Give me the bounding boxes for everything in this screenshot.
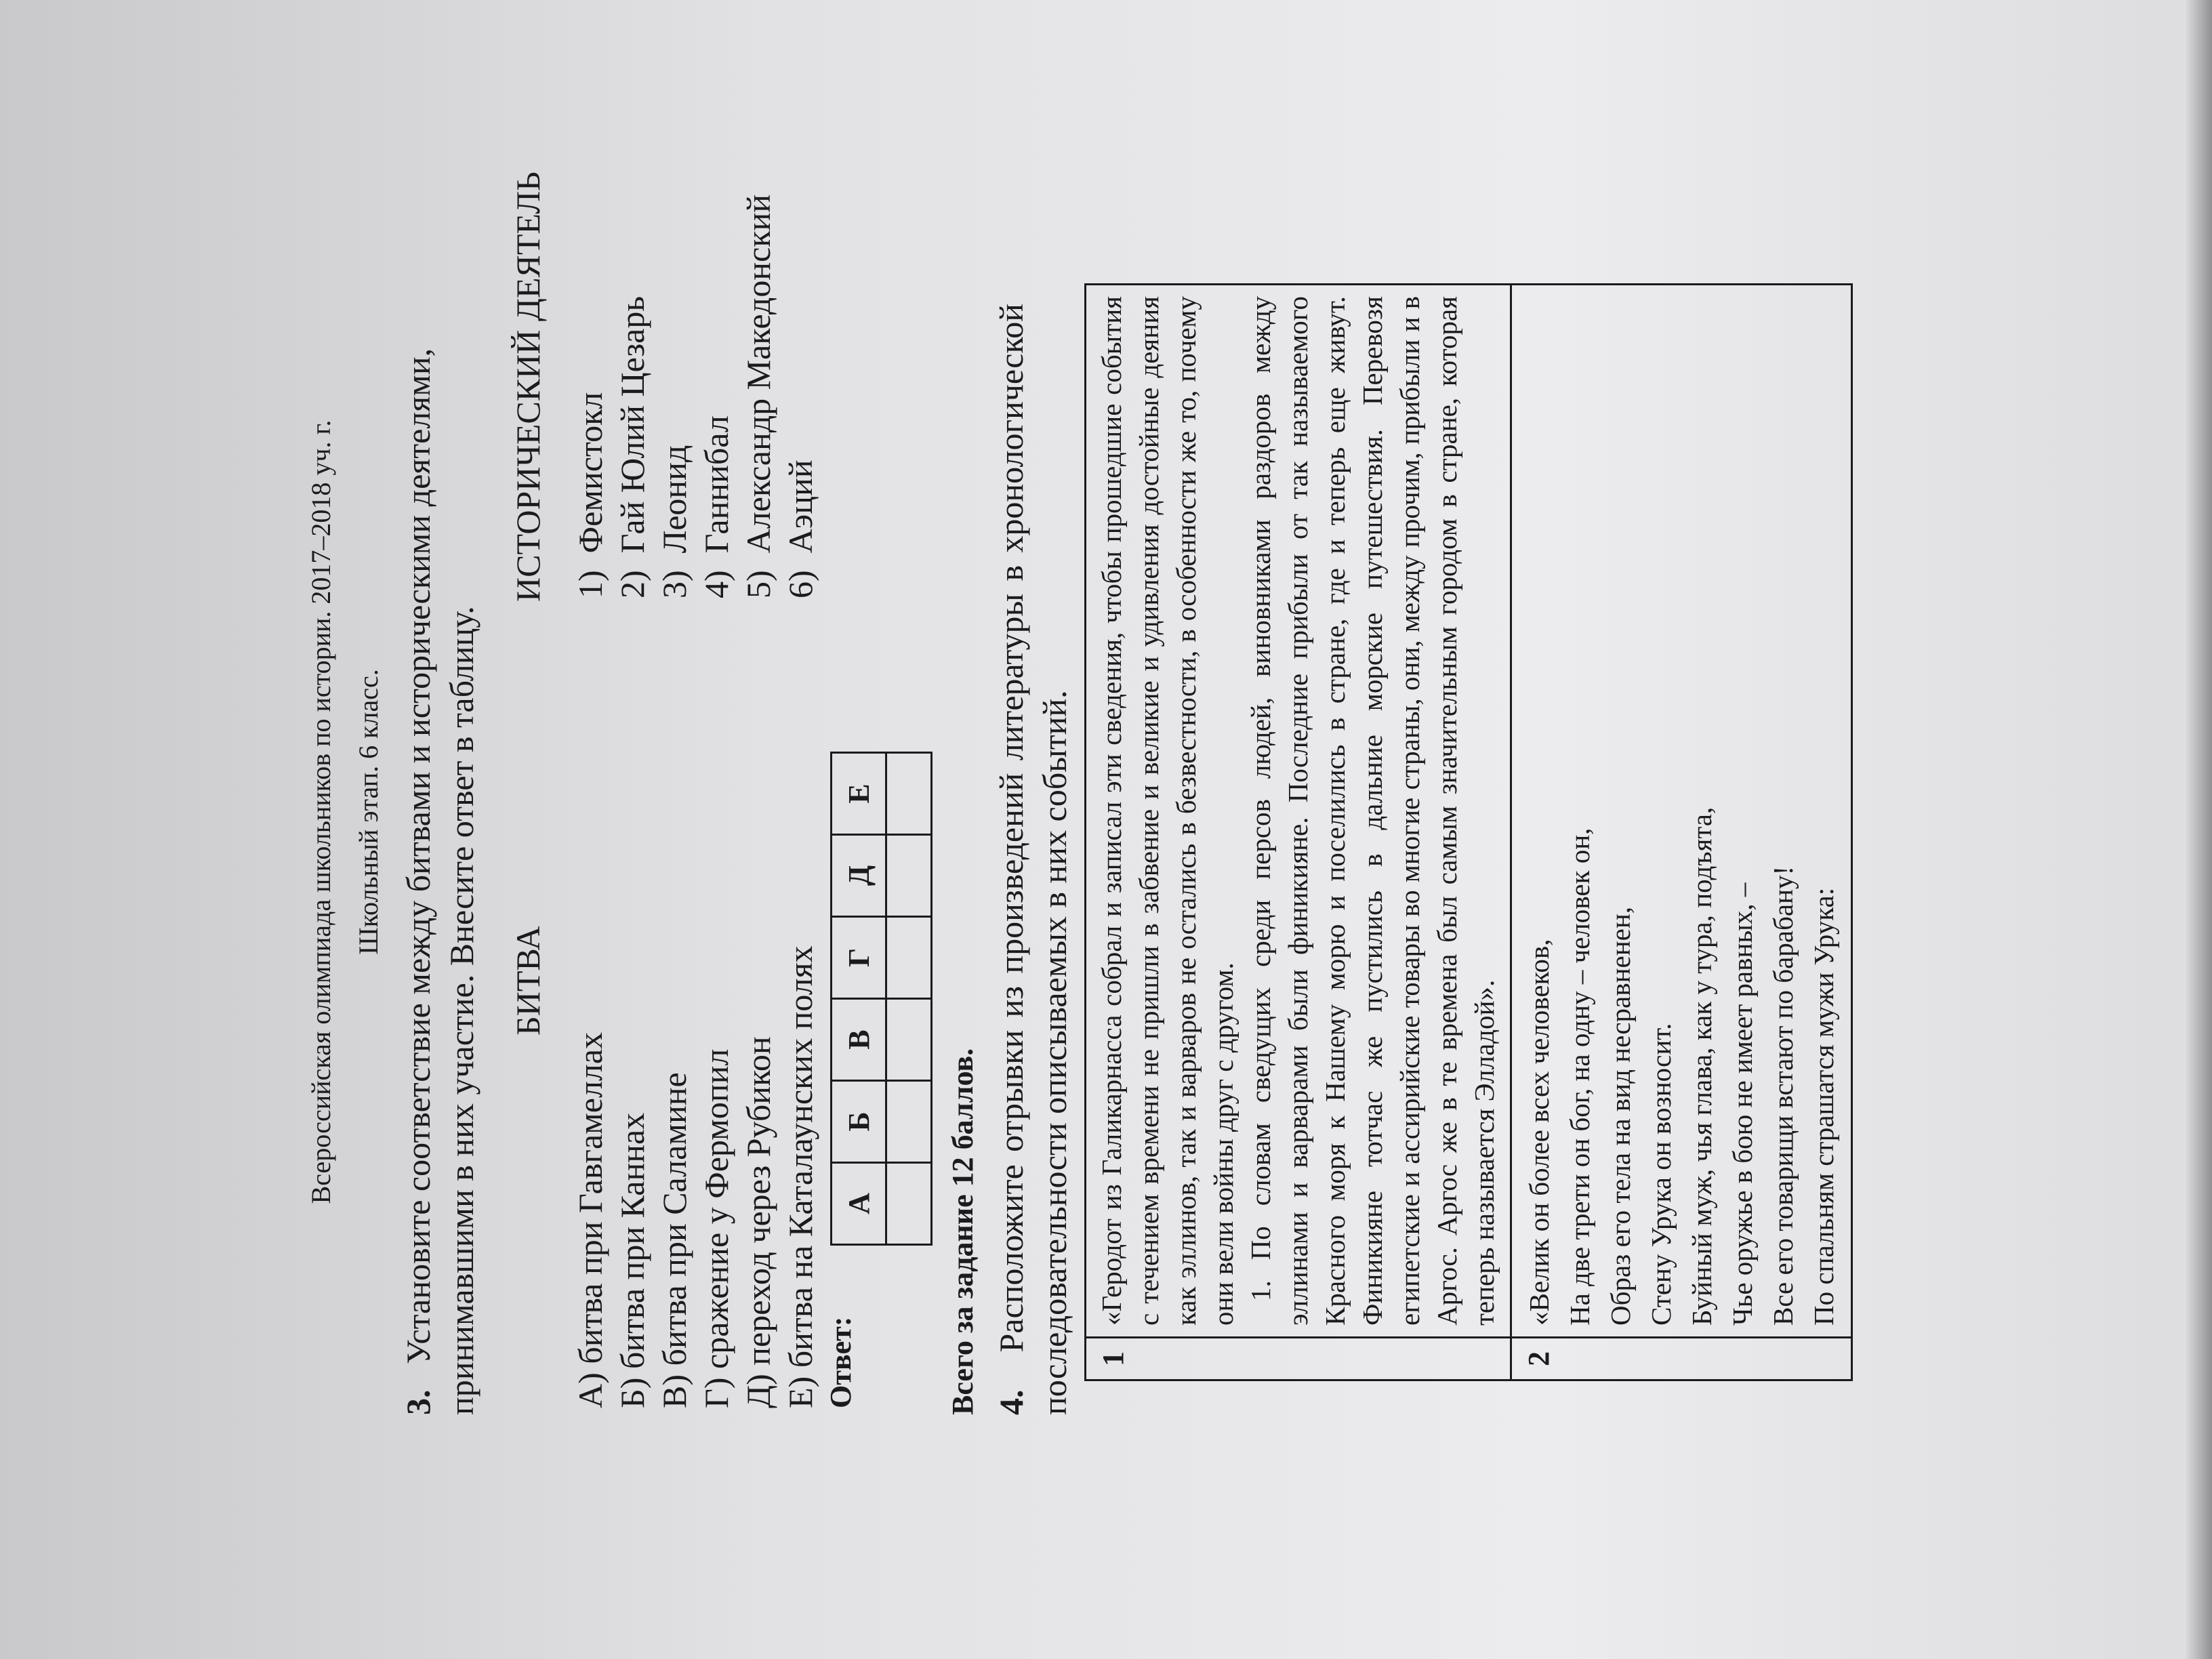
list-item: А) битва при Гавгамеллах [571,1031,609,1408]
answer-header-g: Г [832,917,886,999]
answer-header-a: А [832,1163,886,1245]
task3-number: 3. [399,1389,437,1415]
answer-cell[interactable] [886,999,932,1081]
answer-cell[interactable] [886,917,932,999]
battles-heading: БИТВА [509,926,547,1036]
list-item: Д) переход через Рубикон [739,1036,777,1408]
table-row [1086,285,1511,1380]
answer-cell[interactable] [886,753,932,835]
excerpt-2-text [1511,285,1852,1338]
answer-header-e: Е [832,753,886,835]
verse-line: Буйный муж, чья глава, как у тура, подъята, [1686,806,1717,1326]
header-title: Всероссийская олимпиада школьников по истории. 2017–2018 уч. г. [306,419,336,1204]
verse-line: Стену Урука он возносит. [1645,1023,1677,1326]
excerpt-1-text [1086,285,1511,1338]
list-item: В) битва при Саламине [655,1072,693,1408]
answer-header-b: Б [832,1081,886,1163]
excerpt-1-paragraph-1: «Геродот из Галикарнасса собрал и записал эти сведения, чтобы прошедшие события с течением времени не пришли в забвение и великие и удивления достойные деяния как эллинов, так и варваров не остались в безвестности, в особенности же то, почему они вели войны друг с другом. [1096,296,1239,1326]
list-item: Г) сражение у Фермопил [697,1048,735,1408]
task4-number: 4. [992,1389,1030,1415]
verse-line: На две трети он бог, на одну – человек он, [1564,827,1595,1326]
excerpt-1-paragraph-2: 1. По словам сведущих среди персов людей, виновниками раздоров между эллинами и варварами были финикияне. Последние прибыли от так называемого Красного моря к Нашему морю и поселились в стране, где и теперь еще живут. Финикияне тотчас же пустились в дальние морские путешествия. Перевозя египетские и ассирийские товары во многие страны, они, между прочим, прибыли и в Аргос. Аргос же в те времена был самым значительным городом в стране, которая теперь называется Элладой». [1245,296,1500,1326]
verse-line: Образ его тела на вид несравненен, [1605,906,1636,1326]
task3-total: Всего за задание 12 баллов. [946,1048,979,1415]
header-subtitle: Школьный этап. 6 класс. [353,669,384,955]
list-item: 1) Фемистокл [571,392,609,598]
task4-instruction [989,304,1076,1415]
list-item: 3) Леонид [655,445,693,598]
answer-cell[interactable] [886,1081,932,1163]
list-item: Е) битва на Каталаунских полях [781,945,819,1408]
answer-table [830,752,933,1246]
excerpts-table [1084,283,1853,1381]
answer-cell[interactable] [886,835,932,917]
answer-label: Ответ: [824,1316,857,1408]
answer-header-d: Д [832,835,886,917]
battles-list [569,945,821,1408]
answer-header-v: В [832,999,886,1081]
figures-heading: ИСТОРИЧЕСКИЙ ДЕЯТЕЛЬ [509,171,547,602]
table-row [1511,285,1852,1380]
excerpt-number: 1 [1086,1338,1511,1380]
list-item: 5) Александр Македонский [739,194,777,598]
list-item: Б) битва при Каннах [613,1112,651,1408]
task3-instruction [396,304,483,1415]
verse-line: «Велик он более всех человеков, [1523,939,1555,1326]
verse-line: Все его товарищи встают по барабану! [1767,865,1799,1326]
excerpt-number: 2 [1511,1338,1852,1380]
verse-line: По спальням страшатся мужи Урука: [1808,887,1839,1326]
list-item: 4) Ганнибал [697,415,735,598]
task3-text: Установите соответствие между битвами и историческими деятелями, принимавшими в них участие. Внесите ответ в таблицу. [399,348,480,1415]
list-item: 2) Гай Юлий Цезарь [613,295,651,598]
task4-text: Расположите отрывки из произведений литературы в хронологической последовательности описываемых в них событий. [992,303,1073,1415]
figures-list [569,194,821,598]
answer-cell[interactable] [886,1163,932,1245]
list-item: 6) Аэций [781,459,819,598]
verse-line: Чье оружье в бою не имеет равных, – [1727,882,1758,1326]
